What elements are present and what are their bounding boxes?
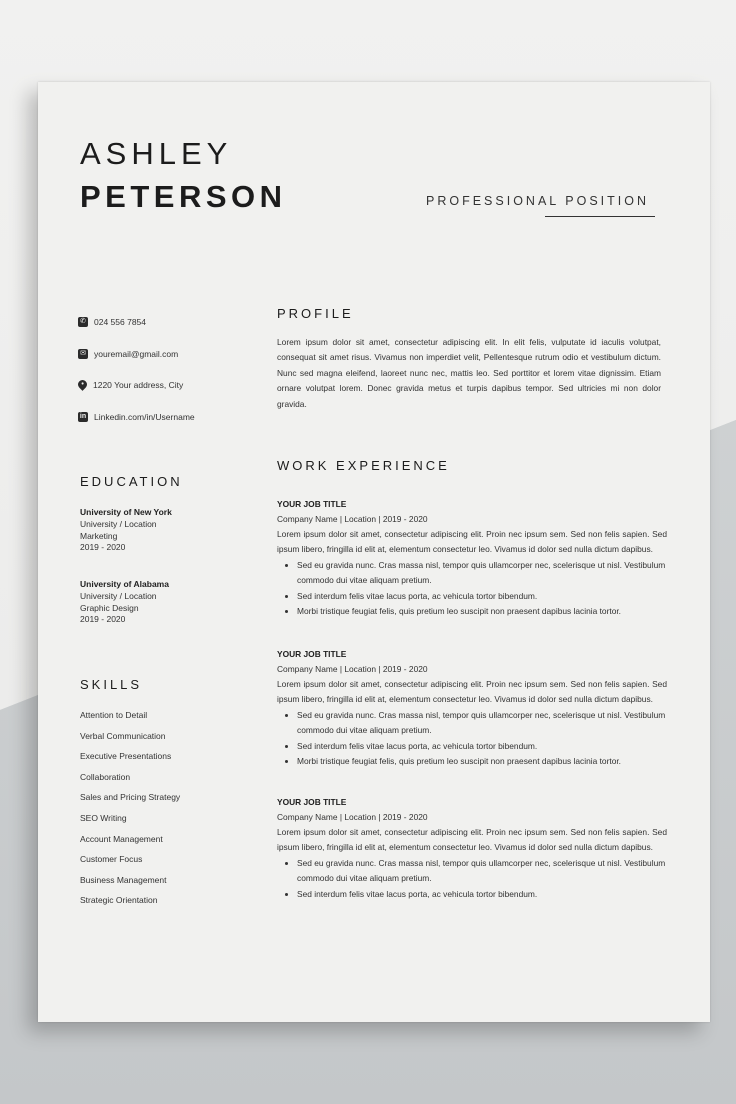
skill-item: Attention to Detail bbox=[80, 710, 148, 720]
skill-item: Sales and Pricing Strategy bbox=[80, 792, 181, 803]
contact-list bbox=[78, 317, 258, 443]
skill-item: Customer Focus bbox=[80, 854, 143, 865]
linkedin-text: Linkedin.com/in/Username bbox=[94, 411, 195, 422]
education-field: Marketing bbox=[80, 530, 118, 541]
skill-item: Business Management bbox=[80, 874, 167, 885]
resume-page bbox=[38, 82, 710, 1022]
profile-text: Lorem ipsum dolor sit amet, consectetur adipiscing elit. In elit felis, vulputate id iaculis volutpat, consequat sit amet risus. Vivamus non imperdiet velit, Pellentesque rutrum odio et vestibulum dictum. Nunc sed magna eleifend, laoreet nunc nec, mattis leo. Sed porttitor et lorem vitae dignissim. Etiam ornare volutpat lorem. Donec gravida metus et turpis dapibus tempor. Sed ultricies mi non dolor gravida. bbox=[277, 337, 661, 409]
education-location: University / Location bbox=[80, 590, 157, 601]
job-description: Lorem ipsum dolor sit amet, consectetur adipiscing elit. Proin nec ipsum sem. Sed non felis sapien. Sed ipsum libero, fringilla id elit at, elementum consectetur leo. Vivamus id dolor sed nulla dictum dapibus. bbox=[277, 529, 667, 555]
education-heading: EDUCATION bbox=[80, 474, 183, 489]
job-company: Company Name | Location | 2019 - 2020 bbox=[277, 514, 428, 524]
job-description: Lorem ipsum dolor sit amet, consectetur adipiscing elit. Proin nec ipsum sem. Sed non felis sapien. Sed ipsum libero, fringilla id elit at, elementum consectetur leo. Vivamus id dolor sed nulla dictum dapibus. bbox=[277, 827, 667, 853]
skills-list bbox=[80, 710, 180, 916]
location-pin-icon: • bbox=[76, 378, 89, 391]
job-title: YOUR JOB TITLE bbox=[277, 797, 347, 807]
job-bullets bbox=[277, 856, 667, 902]
skill-item: Verbal Communication bbox=[80, 730, 166, 741]
job-bullets bbox=[277, 558, 667, 620]
education-entry bbox=[80, 507, 172, 554]
education-entry bbox=[80, 579, 169, 626]
job-bullet: • Morbi tristique feugiat felis, quis pretium leo suscipit non praesent dapibus lacinia tortor. bbox=[297, 604, 667, 619]
phone-icon: ✆ bbox=[78, 317, 88, 327]
education-years: 2019 - 2020 bbox=[80, 614, 126, 625]
skills-heading: SKILLS bbox=[80, 677, 143, 692]
education-location: University / Location bbox=[80, 518, 157, 529]
job-company: Company Name | Location | 2019 - 2020 bbox=[277, 812, 428, 822]
job-bullet: • Sed eu gravida nunc. Cras massa nisl, tempor quis ullamcorper nec, scelerisque ut nisl. Vestibulum commodo dui vitae aliquam pretium. bbox=[297, 708, 667, 739]
job-bullet: • Sed eu gravida nunc. Cras massa nisl, tempor quis ullamcorper nec, scelerisque ut nisl. Vestibulum commodo dui vitae aliquam pretium. bbox=[297, 856, 667, 887]
contact-address bbox=[78, 380, 258, 412]
job-entry bbox=[277, 647, 667, 769]
job-bullet: • Sed interdum felis vitae lacus porta, ac vehicula tortor bibendum. bbox=[297, 739, 667, 754]
job-bullet: • Sed interdum felis vitae lacus porta, ac vehicula tortor bibendum. bbox=[297, 589, 667, 604]
professional-position: PROFESSIONAL POSITION bbox=[426, 194, 649, 208]
contact-email bbox=[78, 349, 258, 381]
job-bullets bbox=[277, 708, 667, 770]
job-bullet: • Sed eu gravida nunc. Cras massa nisl, tempor quis ullamcorper nec, scelerisque ut nisl. Vestibulum commodo dui vitae aliquam pretium. bbox=[297, 558, 667, 589]
profile-heading: PROFILE bbox=[277, 306, 354, 321]
job-entry bbox=[277, 795, 667, 902]
job-title: YOUR JOB TITLE bbox=[277, 649, 347, 659]
skill-item: Strategic Orientation bbox=[80, 895, 158, 906]
education-university: University of New York bbox=[80, 507, 172, 517]
education-university: University of Alabama bbox=[80, 579, 169, 589]
contact-phone bbox=[78, 317, 258, 349]
first-name: ASHLEY bbox=[80, 136, 233, 171]
work-experience-heading: WORK EXPERIENCE bbox=[277, 458, 450, 473]
skill-item: Collaboration bbox=[80, 771, 131, 782]
linkedin-icon: in bbox=[79, 412, 87, 420]
position-underline bbox=[545, 216, 655, 217]
email-text: youremail@gmail.com bbox=[94, 348, 179, 359]
address-text: 1220 Your address, City bbox=[93, 380, 184, 390]
skill-item: Executive Presentations bbox=[80, 751, 172, 762]
last-name: PETERSON bbox=[80, 179, 287, 214]
job-title: YOUR JOB TITLE bbox=[277, 499, 347, 509]
job-description: Lorem ipsum dolor sit amet, consectetur adipiscing elit. Proin nec ipsum sem. Sed non felis sapien. Sed ipsum libero, fringilla id elit at, elementum consectetur leo. Vivamus id dolor sed nulla dictum dapibus. bbox=[277, 679, 667, 705]
job-bullet: • Sed interdum felis vitae lacus porta, ac vehicula tortor bibendum. bbox=[297, 887, 667, 902]
job-bullet: • Morbi tristique feugiat felis, quis pretium leo suscipit non praesent dapibus lacinia tortor. bbox=[297, 754, 667, 769]
phone-text: 024 556 7854 bbox=[94, 317, 146, 327]
education-field: Graphic Design bbox=[80, 602, 139, 613]
job-entry bbox=[277, 497, 667, 619]
skill-item: SEO Writing bbox=[80, 812, 127, 823]
skill-item: Account Management bbox=[80, 833, 163, 844]
education-years: 2019 - 2020 bbox=[80, 542, 126, 553]
contact-linkedin bbox=[78, 412, 258, 444]
job-company: Company Name | Location | 2019 - 2020 bbox=[277, 664, 428, 674]
mail-icon: ✉ bbox=[78, 349, 88, 359]
